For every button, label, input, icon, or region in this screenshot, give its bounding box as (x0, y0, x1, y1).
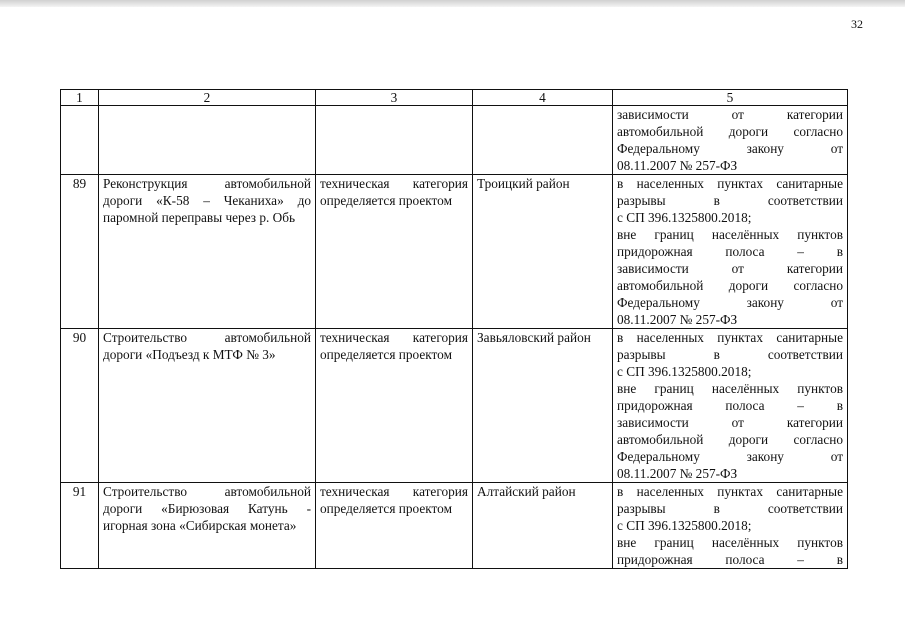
road-category (316, 106, 473, 175)
scan-top-edge (0, 0, 905, 7)
header-cell-1: 1 (61, 90, 99, 106)
zone-requirements (613, 483, 848, 569)
objects-table (60, 89, 848, 569)
zone-requirements (613, 175, 848, 329)
requirement-line: зависимости от категории (617, 107, 843, 122)
requirement-line: придорожная полоса – в (617, 398, 843, 413)
requirement-line: с СП 396.1325800.2018; (617, 210, 752, 225)
requirement-line: придорожная полоса – в (617, 552, 843, 567)
row-number: 89 (61, 175, 99, 329)
requirement-line: вне границ населённых пунктов (617, 381, 843, 396)
zone-requirements (613, 329, 848, 483)
header-cell-5: 5 (613, 90, 848, 106)
zone-requirements (613, 106, 848, 175)
row-number (61, 106, 99, 175)
requirement-line: 08.11.2007 № 257-ФЗ (617, 466, 738, 481)
header-cell-4: 4 (473, 90, 613, 106)
requirement-line: в населенных пунктах санитарные (617, 484, 843, 499)
table-row (61, 329, 848, 483)
table-row (61, 175, 848, 329)
district: Завьяловский район (473, 329, 613, 483)
requirement-line: разрывы в соответствии (617, 347, 843, 362)
object-name: Строительство автомобильной дороги «Бирюзовая Катунь - игорная зона «Сибирская монета» (99, 483, 316, 569)
requirement-line: с СП 396.1325800.2018; (617, 364, 752, 379)
header-cell-3: 3 (316, 90, 473, 106)
requirement-line: Федеральному закону от (617, 449, 843, 464)
table-row (61, 106, 848, 175)
requirement-line: Федеральному закону от (617, 295, 843, 310)
requirement-line: 08.11.2007 № 257-ФЗ (617, 312, 738, 327)
requirement-line: 08.11.2007 № 257-ФЗ (617, 158, 738, 173)
table-header-row (61, 90, 848, 106)
object-name: Реконструкция автомобильной дороги «К-58 – Чеканиха» до паромной переправы через р. Обь (99, 175, 316, 329)
road-category: техническая категория определяется проектом (316, 175, 473, 329)
requirement-line: вне границ населённых пунктов (617, 535, 843, 550)
requirement-line: с СП 396.1325800.2018; (617, 518, 752, 533)
requirement-line: в населенных пунктах санитарные (617, 176, 843, 191)
requirement-line: зависимости от категории (617, 415, 843, 430)
district (473, 106, 613, 175)
requirement-line: разрывы в соответствии (617, 501, 843, 516)
requirement-line: автомобильной дороги согласно (617, 124, 843, 139)
requirement-line: в населенных пунктах санитарные (617, 330, 843, 345)
requirement-line: Федеральному закону от (617, 141, 843, 156)
row-number: 90 (61, 329, 99, 483)
table-row (61, 483, 848, 569)
header-cell-2: 2 (99, 90, 316, 106)
road-category: техническая категория определяется проектом (316, 483, 473, 569)
requirement-line: вне границ населённых пунктов (617, 227, 843, 242)
district: Алтайский район (473, 483, 613, 569)
object-name (99, 106, 316, 175)
requirement-line: автомобильной дороги согласно (617, 432, 843, 447)
district: Троицкий район (473, 175, 613, 329)
page-number: 32 (851, 17, 863, 31)
road-category: техническая категория определяется проектом (316, 329, 473, 483)
row-number: 91 (61, 483, 99, 569)
requirement-line: зависимости от категории (617, 261, 843, 276)
requirement-line: автомобильной дороги согласно (617, 278, 843, 293)
requirement-line: придорожная полоса – в (617, 244, 843, 259)
object-name: Строительство автомобильной дороги «Подъезд к МТФ № 3» (99, 329, 316, 483)
requirement-line: разрывы в соответствии (617, 193, 843, 208)
